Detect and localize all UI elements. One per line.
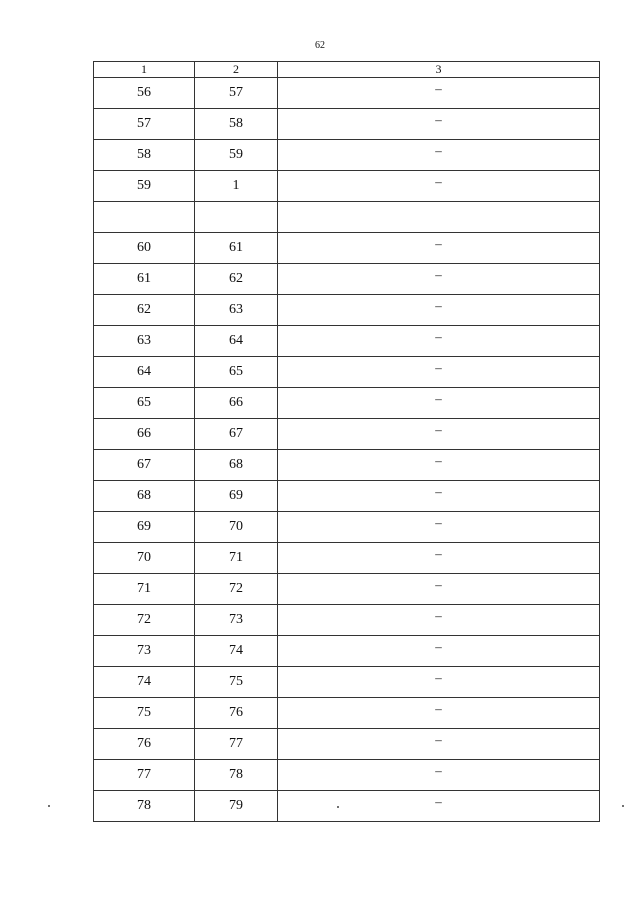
table-row (94, 636, 600, 667)
table-cell-col2: 72 (195, 574, 278, 605)
table-row (94, 512, 600, 543)
table-cell-col3: – (278, 481, 600, 512)
table-cell-col2: 78 (195, 760, 278, 791)
table-cell-col2: 63 (195, 295, 278, 326)
table-cell-col2: 69 (195, 481, 278, 512)
table-cell-col1: 74 (94, 667, 195, 698)
table-cell-col2: 76 (195, 698, 278, 729)
column-header-2: 2 (195, 62, 278, 78)
table-cell-col3: – (278, 791, 600, 822)
table-cell-col1: 78 (94, 791, 195, 822)
table-row (94, 388, 600, 419)
table-row (94, 357, 600, 388)
table-cell-col3: – (278, 729, 600, 760)
page-number: 62 (315, 40, 325, 51)
table-cell-col2: 64 (195, 326, 278, 357)
table-cell-col1: 58 (94, 140, 195, 171)
table-cell-col2: 61 (195, 233, 278, 264)
table-cell-col2: 59 (195, 140, 278, 171)
table-cell-col1: 71 (94, 574, 195, 605)
table-cell-col1: 75 (94, 698, 195, 729)
table-cell-col3: – (278, 636, 600, 667)
table-row (94, 760, 600, 791)
table-cell-col2: 66 (195, 388, 278, 419)
table-cell-col3: – (278, 171, 600, 202)
table-cell-col3: – (278, 140, 600, 171)
table-cell-col1 (94, 202, 195, 233)
scan-speck (337, 806, 339, 808)
table-cell-col2: 65 (195, 357, 278, 388)
table-cell-col3: – (278, 450, 600, 481)
column-header-1: 1 (94, 62, 195, 78)
data-table (93, 61, 600, 822)
table-cell-col2: 79 (195, 791, 278, 822)
table-cell-col3: – (278, 264, 600, 295)
table-cell-col2: 58 (195, 109, 278, 140)
column-header-3: 3 (278, 62, 600, 78)
table-cell-col1: 62 (94, 295, 195, 326)
table-row (94, 450, 600, 481)
table-row (94, 574, 600, 605)
table-cell-col1: 63 (94, 326, 195, 357)
table-cell-col1: 70 (94, 543, 195, 574)
table-cell-col1: 73 (94, 636, 195, 667)
table-cell-col3: – (278, 574, 600, 605)
table-cell-col3 (278, 202, 600, 233)
table-cell-col3: – (278, 78, 600, 109)
table-cell-col3: – (278, 233, 600, 264)
table-cell-col3: – (278, 326, 600, 357)
table-cell-col3: – (278, 698, 600, 729)
table-cell-col2: 68 (195, 450, 278, 481)
table-row (94, 264, 600, 295)
table-cell-col3: – (278, 295, 600, 326)
table-cell-col2: 1 (195, 171, 278, 202)
table-cell-col2: 77 (195, 729, 278, 760)
table-row (94, 326, 600, 357)
scan-speck (48, 805, 50, 807)
table-cell-col1: 56 (94, 78, 195, 109)
table-row (94, 140, 600, 171)
table-cell-col3: – (278, 512, 600, 543)
scan-speck (622, 805, 624, 807)
table-row (94, 481, 600, 512)
table-cell-col3: – (278, 667, 600, 698)
table-cell-col2: 74 (195, 636, 278, 667)
table-cell-col1: 69 (94, 512, 195, 543)
table-row (94, 605, 600, 636)
table-cell-col3: – (278, 357, 600, 388)
table-row (94, 791, 600, 822)
table-cell-col2: 62 (195, 264, 278, 295)
table-body (94, 78, 600, 822)
table-row (94, 78, 600, 109)
table-row (94, 202, 600, 233)
header-row (94, 62, 600, 78)
table-row (94, 729, 600, 760)
table-cell-col3: – (278, 605, 600, 636)
table-cell-col2: 57 (195, 78, 278, 109)
table-cell-col2: 75 (195, 667, 278, 698)
table-cell-col3: – (278, 109, 600, 140)
table-row (94, 698, 600, 729)
table-cell-col3: – (278, 543, 600, 574)
table-cell-col1: 61 (94, 264, 195, 295)
table-cell-col1: 67 (94, 450, 195, 481)
table-row (94, 667, 600, 698)
table-row (94, 419, 600, 450)
table-cell-col2: 73 (195, 605, 278, 636)
table-cell-col2: 71 (195, 543, 278, 574)
table-cell-col1: 59 (94, 171, 195, 202)
table-cell-col1: 66 (94, 419, 195, 450)
table-cell-col1: 60 (94, 233, 195, 264)
table-cell-col3: – (278, 760, 600, 791)
table-row (94, 295, 600, 326)
table-cell-col1: 64 (94, 357, 195, 388)
table-row (94, 233, 600, 264)
table-cell-col3: – (278, 419, 600, 450)
table-cell-col1: 77 (94, 760, 195, 791)
table-row (94, 171, 600, 202)
table-cell-col1: 68 (94, 481, 195, 512)
table-row (94, 109, 600, 140)
table-cell-col3: – (278, 388, 600, 419)
table-cell-col2: 67 (195, 419, 278, 450)
table-cell-col2 (195, 202, 278, 233)
table-row (94, 543, 600, 574)
table-cell-col1: 76 (94, 729, 195, 760)
table-cell-col1: 65 (94, 388, 195, 419)
table-cell-col1: 72 (94, 605, 195, 636)
table-cell-col1: 57 (94, 109, 195, 140)
table-cell-col2: 70 (195, 512, 278, 543)
